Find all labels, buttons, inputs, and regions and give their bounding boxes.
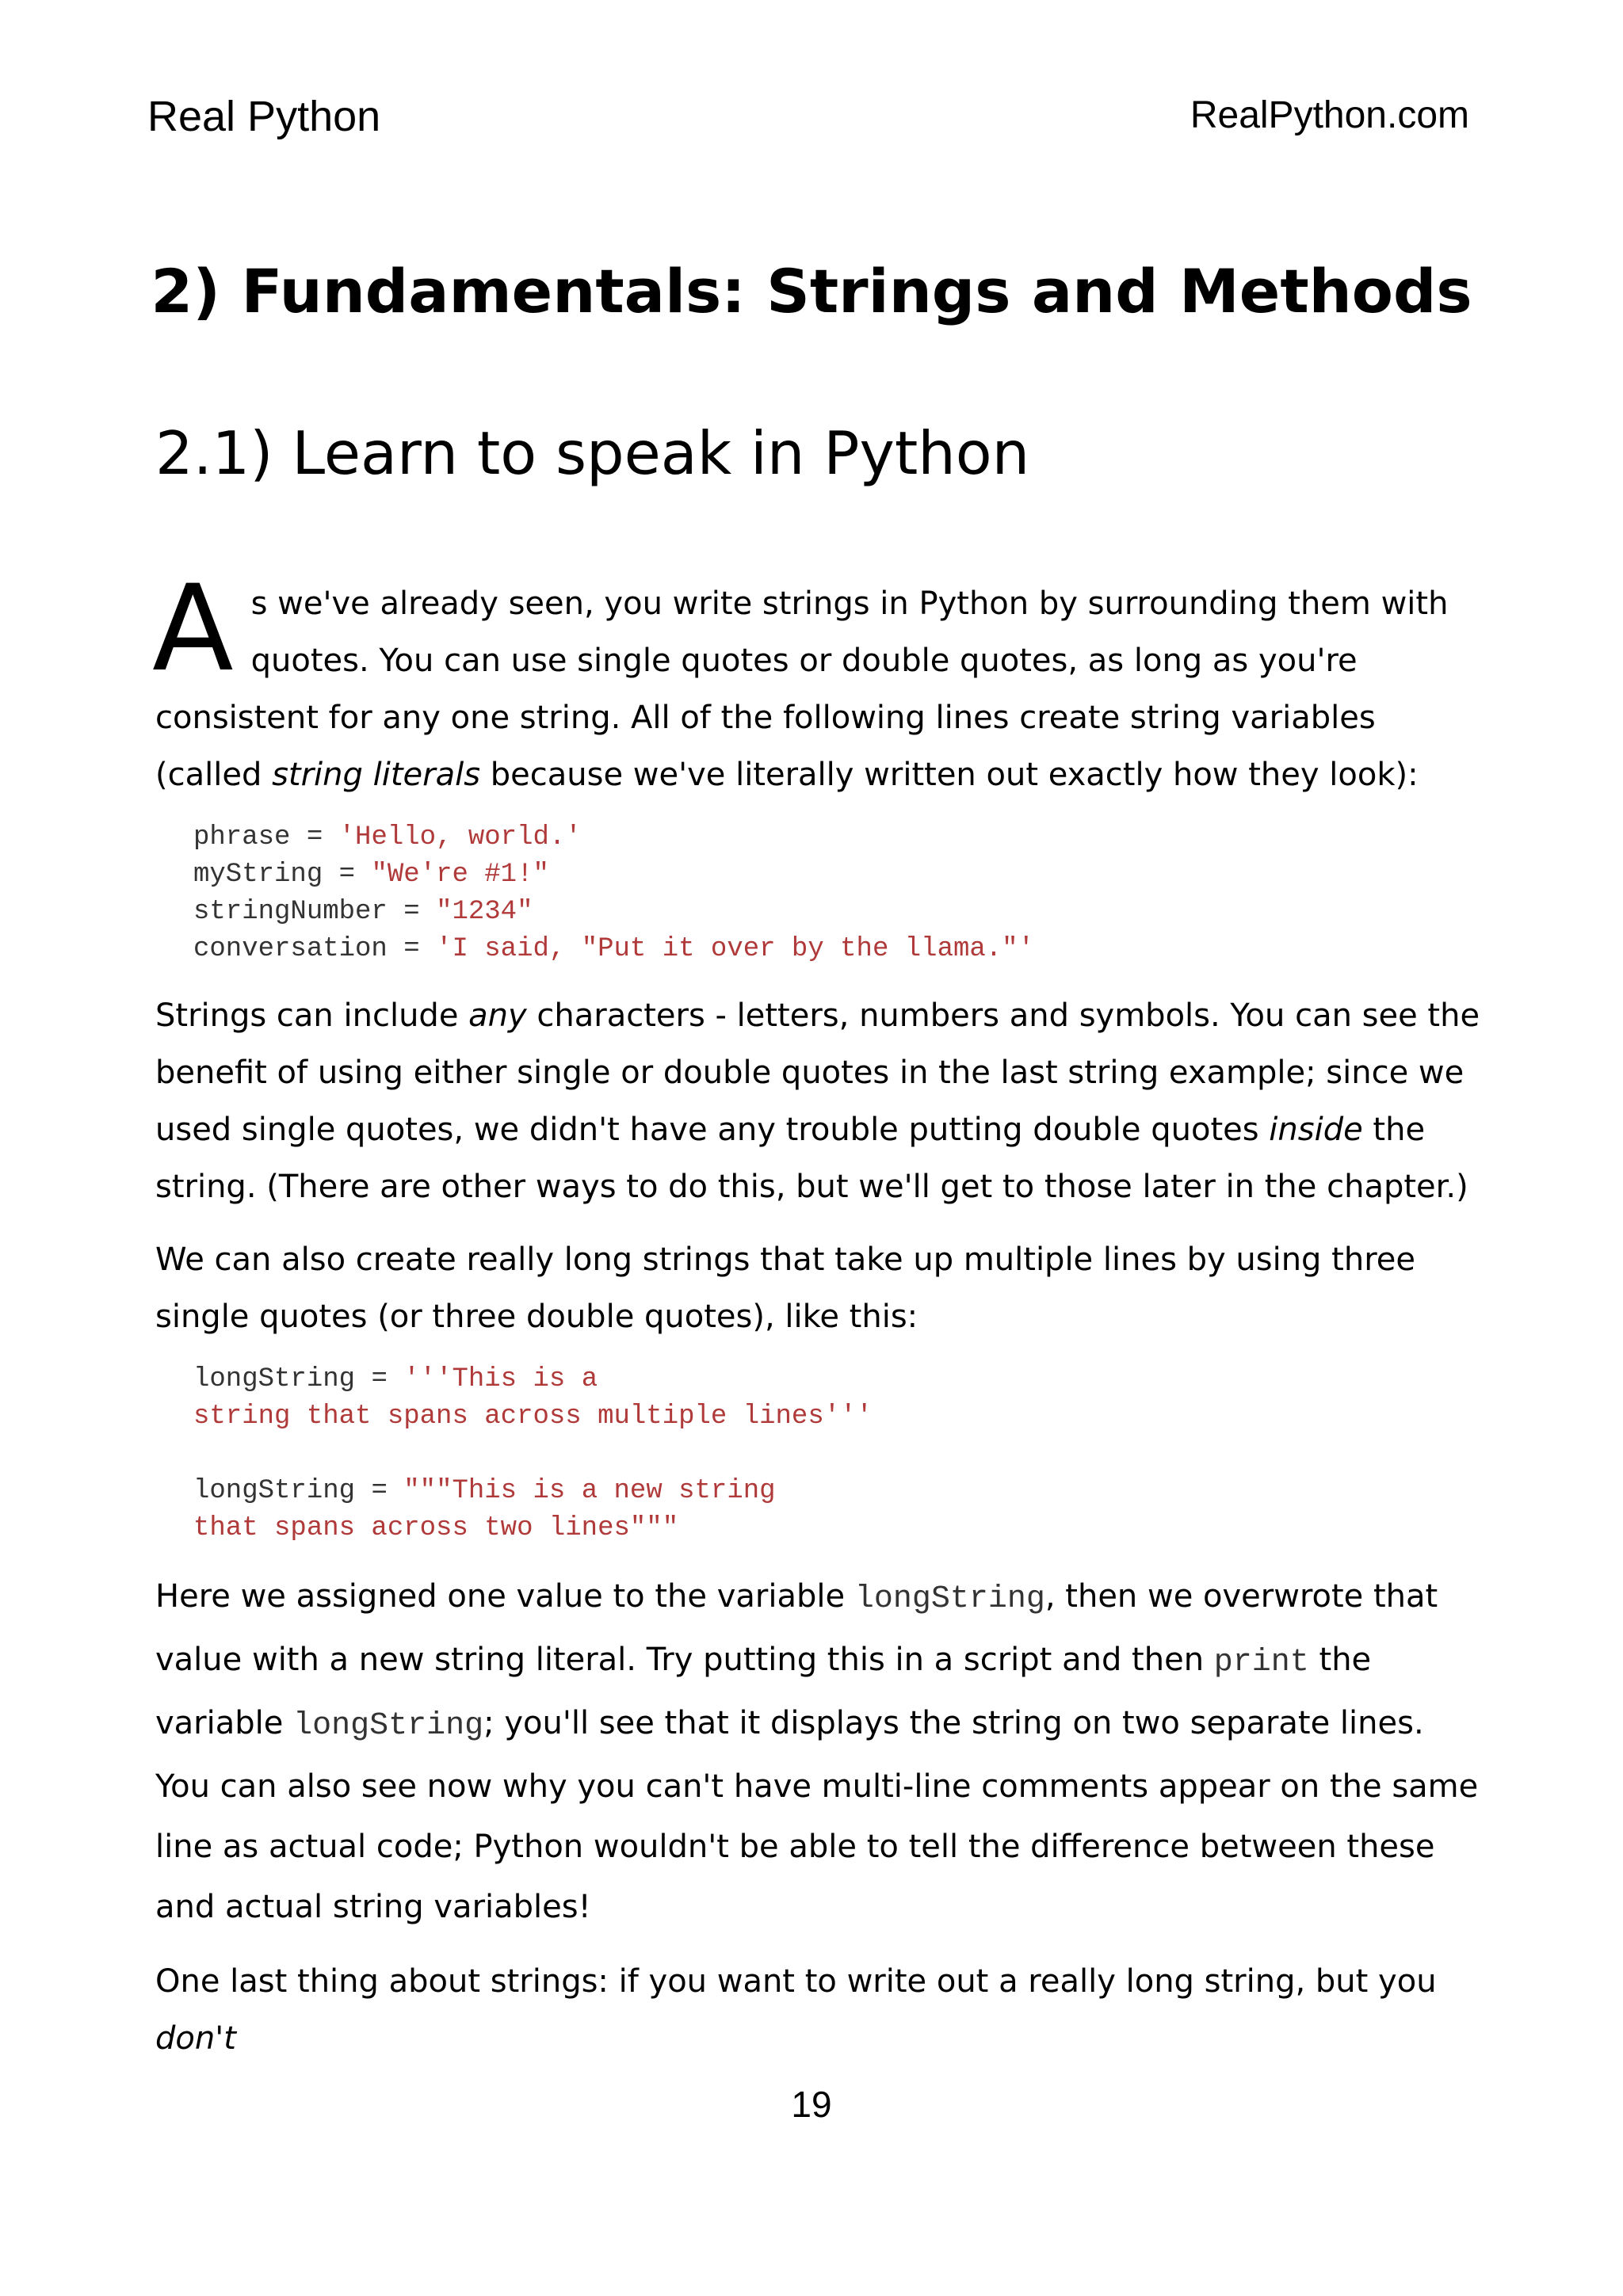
code-var: longString xyxy=(193,1476,356,1506)
text: Here we assigned one value to the variable xyxy=(155,1578,855,1615)
paragraph-last-thing xyxy=(155,1953,1487,2067)
code-op: = xyxy=(355,1476,404,1506)
body-content xyxy=(152,560,1487,2083)
code-var: longString xyxy=(193,1364,356,1394)
page-number: 19 xyxy=(791,2084,832,2125)
text: the string. (There are other ways to do this, but we'll get to those later in the chapter.) xyxy=(155,1112,1468,1205)
paragraph-here-we-assigned xyxy=(155,1566,1487,1937)
paragraph-any-characters xyxy=(155,987,1487,1215)
emphasis-inside: inside xyxy=(1269,1112,1363,1148)
intro-text-1: s we've already seen, you write strings in Python by surrounding them with quotes. You can use single quotes or double quotes, as long as you're consistent for any one string. All of the following lines create string variables (called xyxy=(155,585,1449,793)
code-string: "1234" xyxy=(436,897,533,927)
header-website: RealPython.com xyxy=(1190,94,1469,136)
code-var: conversation xyxy=(193,934,388,964)
code-string: that spans across two lines""" xyxy=(193,1513,679,1543)
header-book-title: Real Python xyxy=(147,93,381,140)
intro-emphasis: string literals xyxy=(272,757,481,793)
code-op: = xyxy=(387,934,437,964)
code-string: 'Hello, world.' xyxy=(338,822,582,852)
text: the variable xyxy=(155,1642,1372,1741)
code-blank-line xyxy=(193,1436,1487,1473)
code-line xyxy=(193,931,1487,968)
code-var: stringNumber xyxy=(193,897,388,927)
code-op: = xyxy=(355,1364,404,1394)
emphasis-any: any xyxy=(468,997,527,1034)
text: , then we overwrote that value with a new string literal. Try putting this in a script and then xyxy=(155,1578,1438,1678)
code-line xyxy=(193,1361,1487,1398)
code-op: = xyxy=(387,897,437,927)
code-block-multiline xyxy=(193,1361,1487,1547)
code-string: "We're #1!" xyxy=(371,860,549,890)
code-line xyxy=(193,856,1487,894)
code-line xyxy=(193,1398,1487,1436)
text: characters - letters, numbers and symbols. You can see the benefit of using either single or double quotes in the last string example; since we used single quotes, we didn't have any trouble putting double quotes xyxy=(155,997,1480,1148)
intro-paragraph xyxy=(152,560,1487,803)
code-block-string-literals xyxy=(193,819,1487,968)
inline-code-print: print xyxy=(1213,1645,1309,1680)
paragraph-long-strings: We can also create really long strings that take up multiple lines by using three single quotes (or three double quotes), like this: xyxy=(155,1241,1415,1335)
code-op: = xyxy=(323,860,372,890)
intro-text-2: because we've literally written out exactly how they look): xyxy=(480,757,1419,793)
section-title: 2.1) Learn to speak in Python xyxy=(155,418,1030,488)
code-line xyxy=(193,1510,1487,1547)
chapter-title: 2) Fundamentals: Strings and Methods xyxy=(151,256,1472,326)
code-var: phrase xyxy=(193,822,291,852)
code-line xyxy=(193,819,1487,856)
text: Strings can include xyxy=(155,997,469,1034)
inline-code-longstring: longString xyxy=(293,1708,484,1744)
code-string: 'I said, "Put it over by the llama."' xyxy=(436,934,1034,964)
text: One last thing about strings: if you want to write out a really long string, but you xyxy=(155,1963,1437,2000)
drop-cap: A xyxy=(152,560,234,698)
code-string: """This is a new string xyxy=(403,1476,776,1506)
code-string: '''This is a xyxy=(403,1364,598,1394)
code-line xyxy=(193,894,1487,931)
code-line xyxy=(193,1473,1487,1510)
inline-code-longstring: longString xyxy=(854,1581,1045,1617)
code-string: string that spans across multiple lines''' xyxy=(193,1402,873,1432)
emphasis-dont: don't xyxy=(155,2020,236,2057)
code-op: = xyxy=(290,822,339,852)
text: ; you'll see that it displays the string on two separate lines. You can also see now why you can't have multi-line comments appear on the same line as actual code; Python wouldn't be able to tell the difference between these and actual string variables! xyxy=(155,1705,1479,1925)
code-var: myString xyxy=(193,860,323,890)
